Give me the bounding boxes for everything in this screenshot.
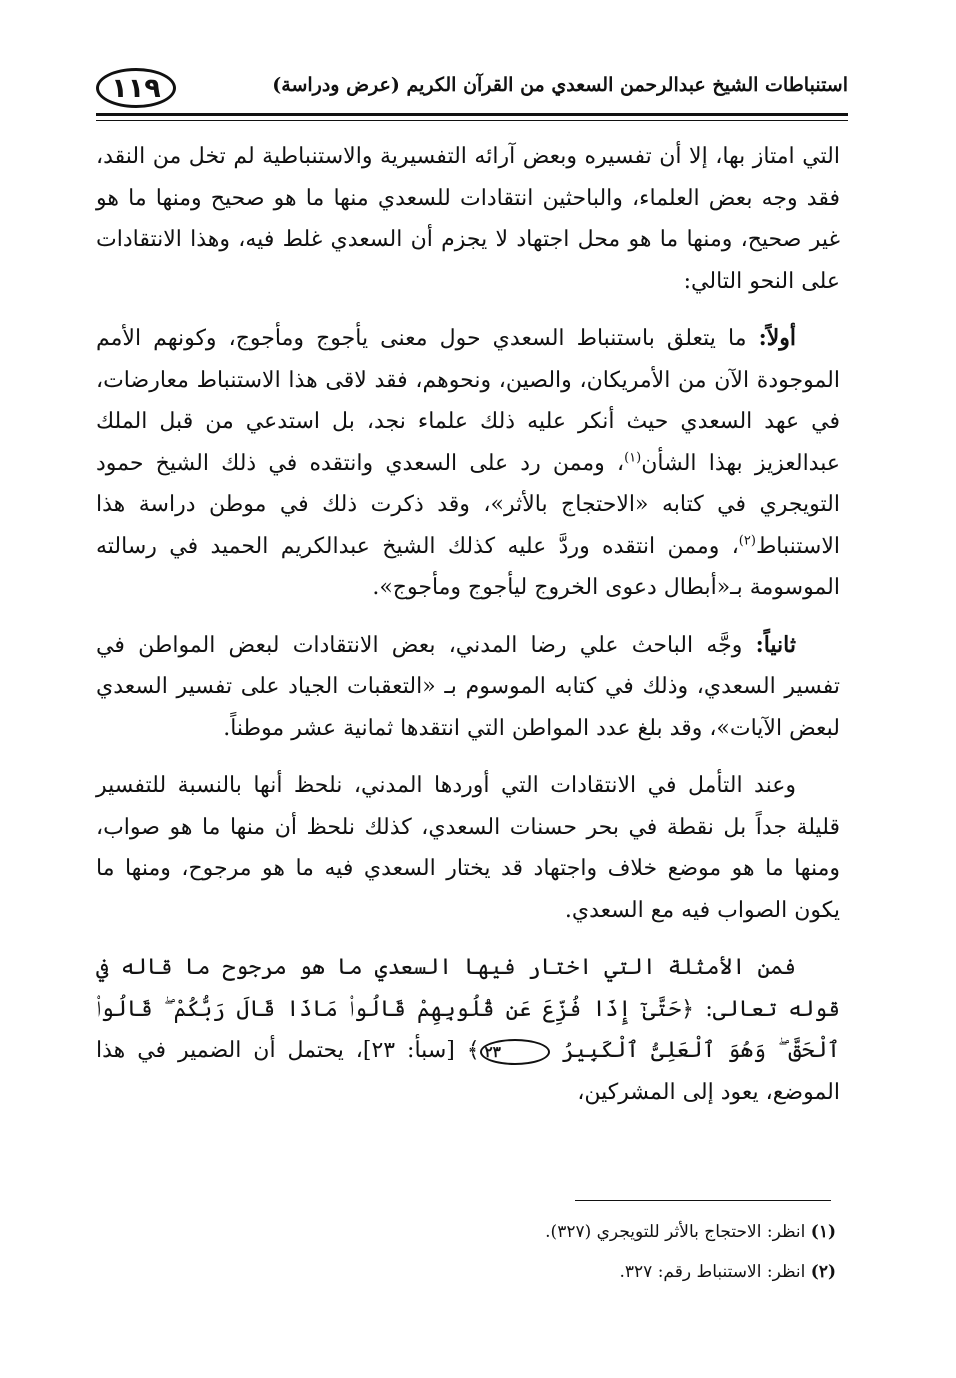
header-rule-thin — [96, 120, 848, 121]
footnote-1-mark: (١) — [810, 1222, 836, 1242]
ayah-number-marker: ٢٣ — [480, 1039, 550, 1065]
paragraph-first-criticism — [96, 318, 840, 609]
paragraph-example — [96, 947, 840, 1113]
running-title: استنباطات الشيخ عبدالرحمن السعدي من القرآن الكريم (عرض ودراسة) — [272, 74, 848, 96]
footnote-2-text: انظر: الاستنباط رقم: ٣٢٧. — [619, 1262, 811, 1282]
page-header — [96, 60, 848, 122]
first-criticism-label: أولاً: — [758, 325, 796, 351]
footnotes — [236, 1212, 836, 1292]
footnote-separator — [575, 1200, 831, 1201]
first-criticism-text-c: ، وممن انتقده وردَّ عليه كذلك الشيخ عبدالكريم الحميد في رسالته الموسومة بـ«أبطال دعوى الخروج ليأجوج ومأجوج». — [96, 533, 840, 600]
example-text-a: فمن الأمثلة التي اختار فيها السعدي ما هو مرجوح ما قاله في قوله تعالى: ﴿ — [96, 955, 840, 1022]
second-criticism-text: وجَّه الباحث علي رضا المدني، بعض الانتقادات لبعض المواطن في تفسير السعدي، وذلك في كتابه الموسوم بـ «التعقبات الجياد على تفسير السعدي لبعض الآيات»، وقد بلغ عدد المواطن التي انتقدها ثمانية عشر موطناً. — [96, 632, 840, 741]
footnote-2-mark: (٢) — [810, 1262, 836, 1282]
header-rule-thick — [96, 113, 848, 116]
example-text-b: ﴾ [سبأ: ٢٣]، يحتمل أن الضمير في هذا الموضع، يعود إلى المشركين، — [96, 1038, 840, 1105]
paragraph-second-criticism — [96, 625, 840, 750]
first-criticism-text-b: ، وممن رد على السعدي وانتقده في ذلك الشيخ حمود التويجري في كتابه «الاحتجاج بالأثر»، وقد ذكرت ذلك في موطن دراسة هذا الاستنباط — [96, 450, 840, 559]
main-text — [96, 136, 840, 1129]
page-number-badge: ١١٩ — [96, 68, 176, 108]
first-criticism-text-a: ما يتعلق باستنباط السعدي حول معنى يأجوج ومأجوج، وكونهم الأمم الموجودة الآن من الأمريكان، والصين، ونحوهم، فقد لاقى هذا الاستنباط معارضات، في عهد السعدي حيث أنكر عليه ذلك علماء نجد، بل استدعي من قبل الملك عبدالعزيز بهذا الشأن — [96, 326, 840, 476]
footnote-ref-2[interactable]: (٢) — [738, 533, 756, 549]
paragraph-reflection: وعند التأمل في الانتقادات التي أوردها المدني، نلحظ أنها بالنسبة للتفسير قليلة جداً بل نقطة في بحر حسنات السعدي، كذلك نلحظ أن منها ما هو صواب، ومنها ما هو موضع خلاف واجتهاد قد يختار السعدي فيه ما هو مرجوح، ومنها ما يكون الصواب فيه مع السعدي. — [96, 773, 840, 923]
footnote-1-text: انظر: الاحتجاج بالأثر للتويجري (٣٢٧). — [545, 1222, 811, 1242]
quran-verse: حَتَّىٰٓ إِذَا فُزِّعَ عَن قُلُوبِهِمْ قَالُوا۟ مَاذَا قَالَ رَبُّكُمْ ۖ قَالُوا۟ ٱلْحَقَّ ۖ وَهُوَ ٱلْعَلِىُّ ٱلْكَبِيرُ — [96, 996, 840, 1063]
footnote-ref-1[interactable]: (١) — [624, 450, 642, 466]
footnote-2 — [236, 1252, 836, 1292]
paragraph-intro: التي امتاز بها، إلا أن تفسيره وبعض آرائه التفسيرية والاستنباطية لم تخل من النقد، فقد وجه بعض العلماء، والباحثين انتقادات للسعدي منها ما هو صحيح ومنها ما هو غير صحيح، ومنها ما هو محل اجتهاد لا يجزم أن السعدي غلط فيه، وهذا الانتقادات على النحو التالي: — [96, 144, 840, 294]
footnote-1 — [236, 1212, 836, 1252]
second-criticism-label: ثانياً: — [755, 631, 796, 658]
